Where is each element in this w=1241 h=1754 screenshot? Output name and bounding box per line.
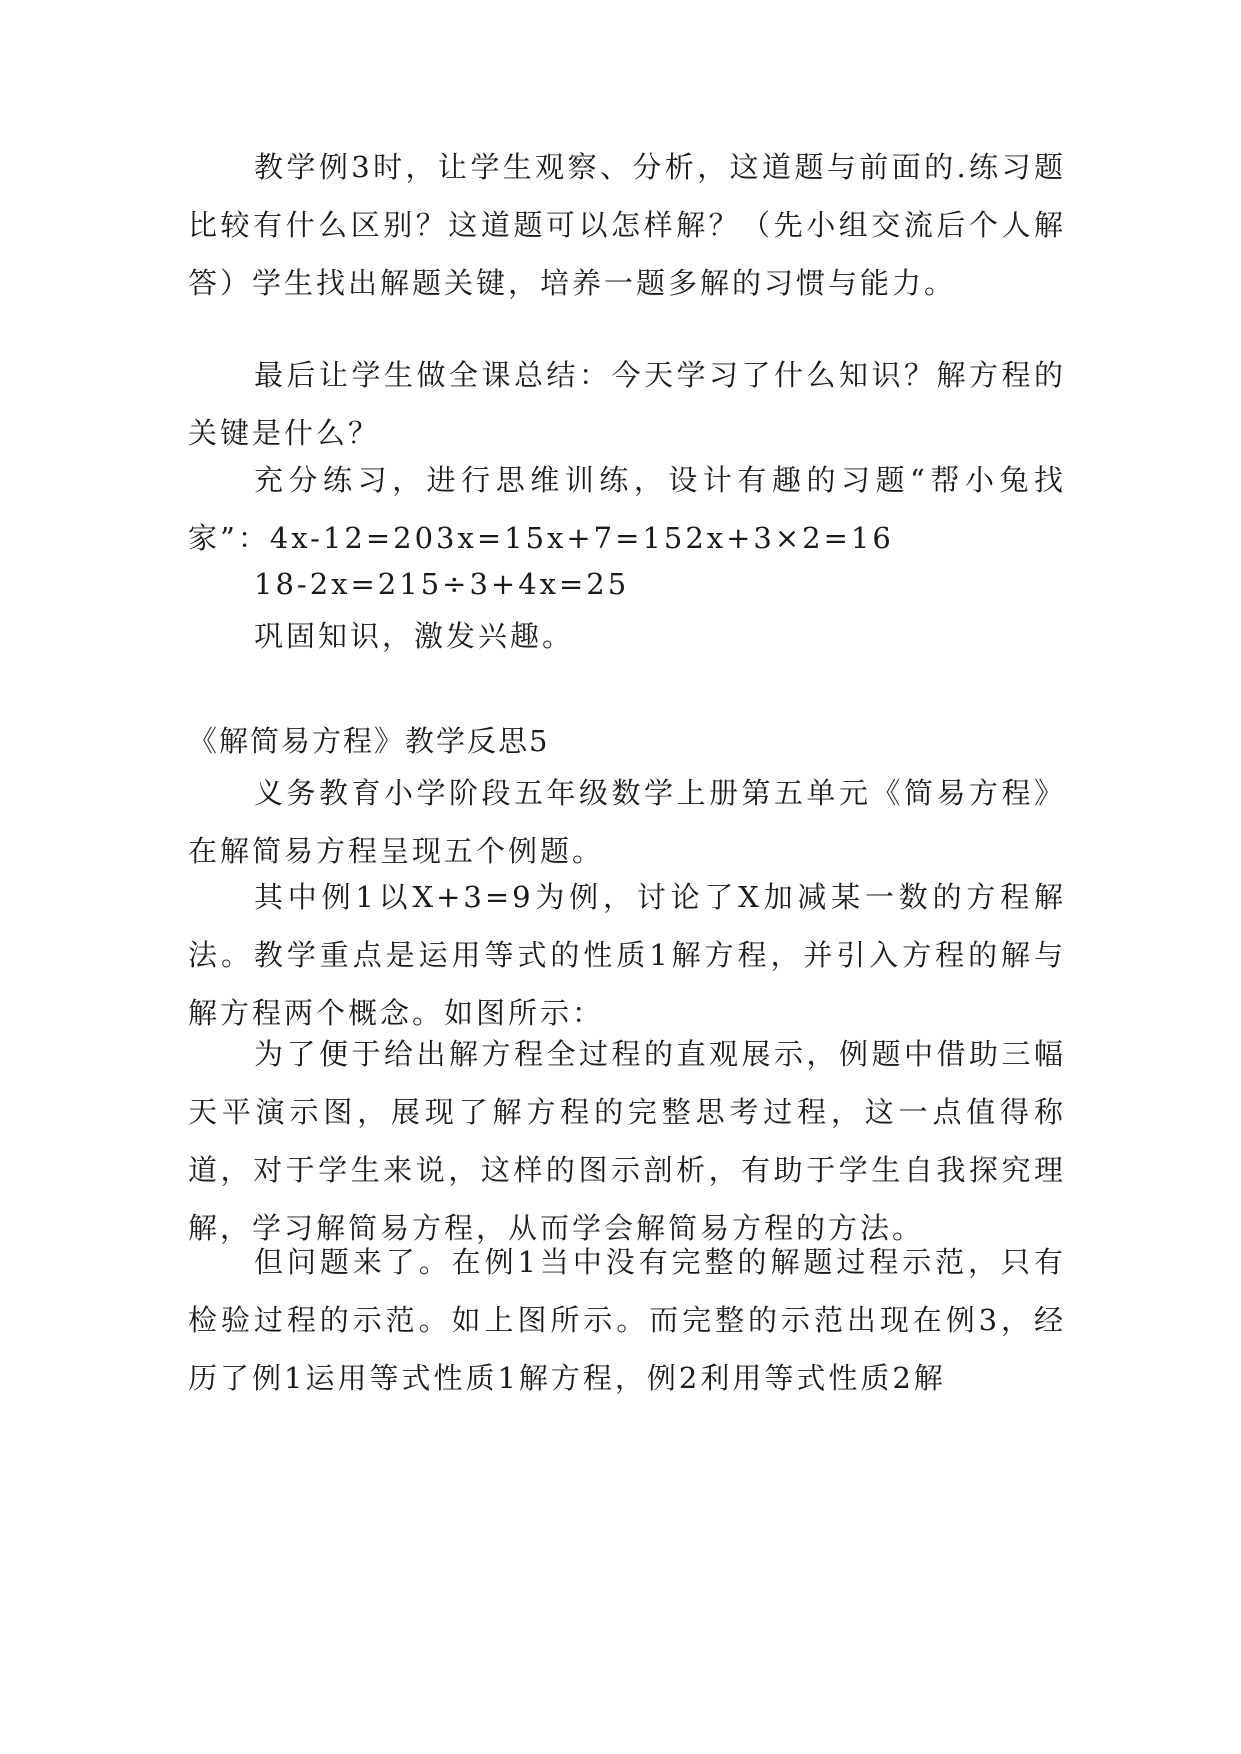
paragraph-example3: 教学例3时，让学生观察、分析，这道题与前面的.练习题比较有什么区别？这道题可以怎样解？（先小组交流后个人解答）学生找出解题关键，培养一题多解的习惯与能力。 [188,150,1066,300]
paragraph-consolidate: 巩固知识，激发兴趣。 [254,619,575,653]
paragraph-example1: 其中例1以X+3=9为例，讨论了X加减某一数的方程解法。教学重点是运用等式的性质1解方程，并引入方程的解与解方程两个概念。如图所示： [188,880,1066,1030]
document-page [188,0,1066,1754]
paragraph-practice: 充分练习，进行思维训练，设计有趣的习题“帮小兔找家”：4x-12=203x=15x+7=152x+3×2=16 [188,463,1066,555]
section-heading: 《解简易方程》教学反思5 [188,724,550,758]
paragraph-equations: 18-2x=215÷3+4x=25 [254,567,630,601]
paragraph-summary: 最后让学生做全课总结：今天学习了什么知识？解方程的关键是什么？ [188,358,1066,450]
paragraph-balance-diagrams: 为了便于给出解方程全过程的直观展示，例题中借助三幅天平演示图，展现了解方程的完整思考过程，这一点值得称道，对于学生来说，这样的图示剖析，有助于学生自我探究理解，学习解简易方程，从而学会解简易方程的方法。 [188,1037,1066,1245]
paragraph-problem: 但问题来了。在例1当中没有完整的解题过程示范，只有检验过程的示范。如上图所示。而完整的示范出现在例3，经历了例1运用等式性质1解方程，例2利用等式性质2解 [188,1245,1066,1395]
paragraph-intro: 义务教育小学阶段五年级数学上册第五单元《简易方程》在解简易方程呈现五个例题。 [188,776,1066,868]
